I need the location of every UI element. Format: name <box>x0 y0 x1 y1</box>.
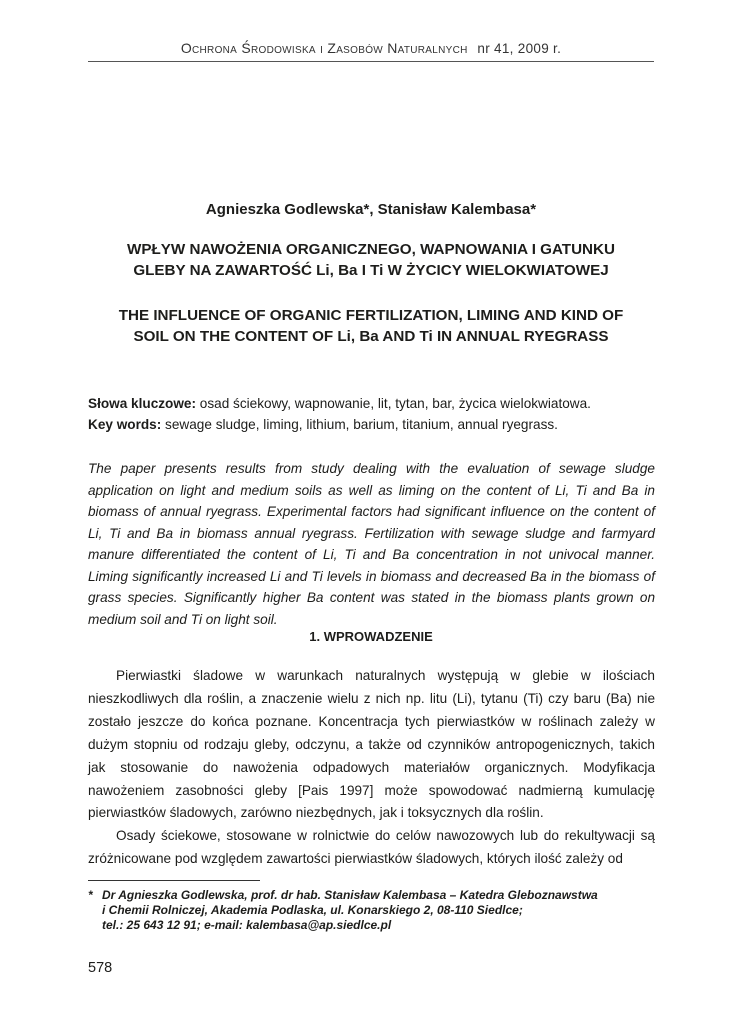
footnote-marker: * <box>88 888 93 902</box>
keywords-polish-label: Słowa kluczowe: <box>88 396 197 411</box>
footnote <box>88 888 668 933</box>
footnote-line-2: i Chemii Rolniczej, Akademia Podlaska, ul. Konarskiego 2, 08-110 Siedlce; <box>102 903 523 917</box>
body-text <box>88 665 655 871</box>
keywords-polish <box>88 396 668 411</box>
title-english <box>88 305 654 347</box>
authors: Agnieszka Godlewska*, Stanisław Kalembasa* <box>205 201 537 218</box>
title-english-line-2: SOIL ON THE CONTENT OF Li, Ba AND Ti IN ANNUAL RYEGRASS <box>133 328 609 345</box>
title-english-line-1: THE INFLUENCE OF ORGANIC FERTILIZATION, LIMING AND KIND OF <box>118 307 624 324</box>
page-number: 578 <box>88 960 113 976</box>
journal-title: Ochrona Środowiska i Zasobów Naturalnych <box>180 40 468 56</box>
keywords-english <box>88 417 668 432</box>
paragraph-2: Osady ściekowe, stosowane w rolnictwie do celów nawozowych lub do rekultywacji są zróżnicowane pod względem zawartości pierwiastków śladowych, których ilość zależy od <box>88 828 655 867</box>
keywords-english-label: Key words: <box>88 417 162 432</box>
paragraph-1: Pierwiastki śladowe w warunkach naturalnych występują w glebie w ilościach nieszkodliwych dla roślin, a znaczenie wielu z nich np. litu (Li), tytanu (Ti) czy baru (Ba) nie zostało jeszcze do końca poznane. Koncentracja tych pierwiastków w roślinach zależy w dużym stopniu od rodzaju gleby, odczynu, a także od czynników antropogenicznych, takich jak stosowanie do nawożenia odpadowych materiałów organicznych. Modyfikacja nawożeniem zasobności gleby [Pais 1997] może spowodować nadmierną kumulację pierwiastków śladowych, zarówno niezbędnych, jak i toksycznych dla roślin. <box>88 668 655 821</box>
footnote-divider <box>88 880 260 881</box>
abstract: The paper presents results from study dealing with the evaluation of sewage sludge application on light and medium soils as well as liming on the content of Li, Ti and Ba in biomass of annual ryegrass. Experimental factors had significant influence on the content of Li, Ti and Ba in biomass annual ryegrass. Fertilization with sewage sludge and farmyard manure differentiated the content of Li, Ti and Ba concentration in not univocal manner. Liming significantly increased Li and Ti levels in biomass and decreased Ba in the biomass of grass species. Significantly higher Ba content was stated in the biomass plants grown on medium soil and Ti on light soil. <box>88 461 655 627</box>
title-polish-line-2: GLEBY NA ZAWARTOŚĆ Li, Ba I Ti W ŻYCICY WIELOKWIATOWEJ <box>133 262 609 279</box>
header-divider <box>88 61 654 62</box>
running-header <box>88 40 654 56</box>
section-heading: 1. WPROWADZENIE <box>309 629 433 644</box>
keywords-english-text: sewage sludge, liming, lithium, barium, titanium, annual ryegrass. <box>161 417 558 432</box>
journal-issue: nr 41, 2009 r. <box>477 41 562 56</box>
footnote-line-1: Dr Agnieszka Godlewska, prof. dr hab. Stanisław Kalembasa – Katedra Gleboznawstwa <box>102 888 598 902</box>
title-polish-line-1: WPŁYW NAWOŻENIA ORGANICZNEGO, WAPNOWANIA I GATUNKU <box>127 241 615 258</box>
footnote-line-3: tel.: 25 643 12 91; e-mail: kalembasa@ap.siedlce.pl <box>102 918 392 932</box>
keywords-polish-text: osad ściekowy, wapnowanie, lit, tytan, bar, życica wielokwiatowa. <box>196 396 591 411</box>
title-polish <box>88 239 654 281</box>
